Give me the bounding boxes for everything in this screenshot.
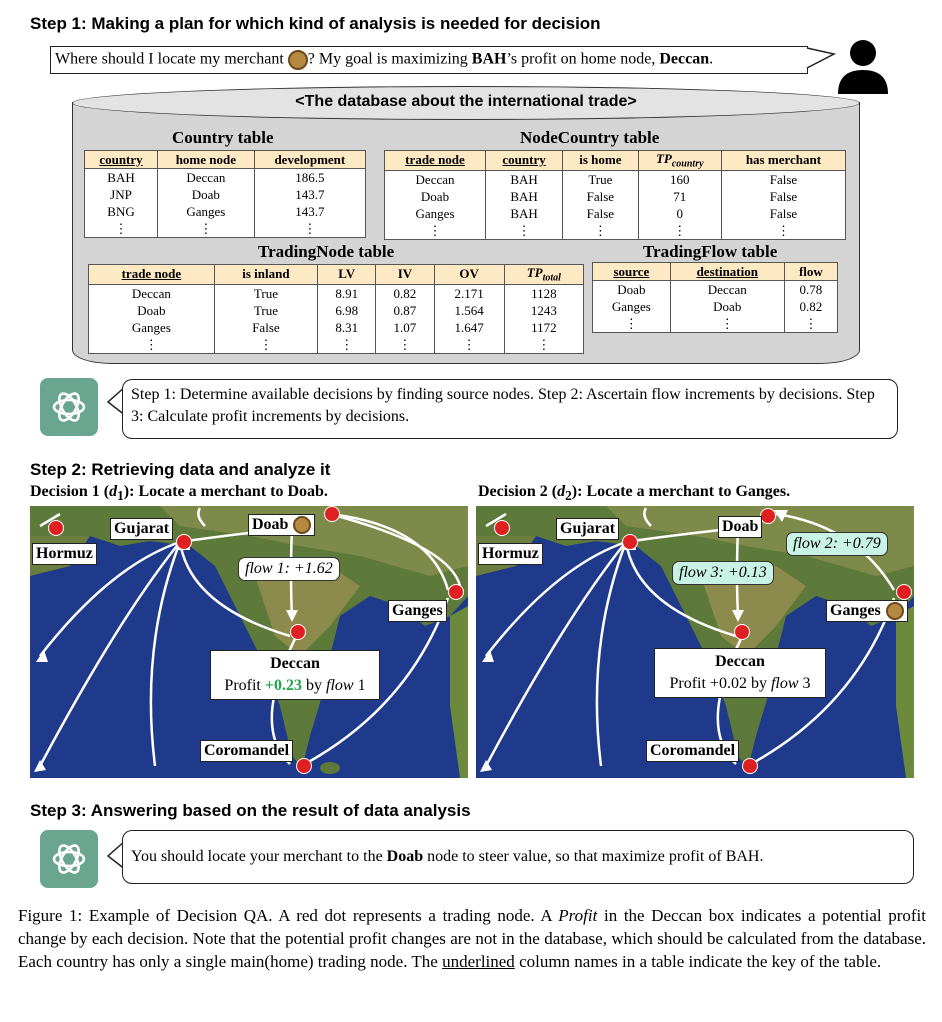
cell: ⋮ bbox=[385, 222, 486, 240]
decision2-heading-post: ): Locate a merchant to Ganges. bbox=[571, 483, 791, 500]
table-row bbox=[89, 319, 584, 336]
tp-sub-label: total bbox=[542, 272, 561, 284]
tp-label: TP bbox=[655, 151, 672, 166]
map1-label-coromandel: Coromandel bbox=[200, 740, 293, 762]
cell: Doab bbox=[385, 188, 486, 205]
map1-label-doab bbox=[248, 514, 315, 536]
node-dot-coromandel bbox=[742, 758, 758, 774]
step3-title: Step 3: Answering based on the result of data analysis bbox=[30, 801, 471, 820]
cell: 1.564 bbox=[434, 302, 504, 319]
nodecountry-table-header: has merchant bbox=[721, 151, 845, 171]
cell: False bbox=[563, 205, 638, 222]
cell: 1243 bbox=[504, 302, 583, 319]
cell: False bbox=[721, 188, 845, 205]
node-dot-hormuz bbox=[494, 520, 510, 536]
cell: 0 bbox=[638, 205, 721, 222]
decision1-heading-post: ): Locate a merchant to Doab. bbox=[123, 483, 328, 500]
cell: True bbox=[563, 170, 638, 188]
cell: 143.7 bbox=[254, 203, 365, 220]
table-row bbox=[385, 188, 846, 205]
cell: ⋮ bbox=[85, 220, 158, 238]
cell: 71 bbox=[638, 188, 721, 205]
map1-label-doab-text: Doab bbox=[252, 516, 289, 533]
node-dot-ganges bbox=[448, 584, 464, 600]
map2-label-ganges-text: Ganges bbox=[830, 602, 881, 619]
cell: Deccan bbox=[670, 281, 784, 299]
tradingnode-table-header: trade node bbox=[89, 265, 215, 285]
map1-label-gujarat: Gujarat bbox=[110, 518, 173, 540]
cell: Ganges bbox=[89, 319, 215, 336]
cell: ⋮ bbox=[434, 336, 504, 354]
cell: ⋮ bbox=[158, 220, 255, 238]
nodecountry-table-header: is home bbox=[563, 151, 638, 171]
cell: 1.647 bbox=[434, 319, 504, 336]
node-dot-gujarat bbox=[176, 534, 192, 550]
user-icon bbox=[836, 38, 890, 94]
map1-profit-pre: Profit bbox=[224, 677, 265, 694]
table-row bbox=[85, 186, 366, 203]
map1-profit-by: by bbox=[302, 677, 326, 694]
user-question bbox=[50, 46, 808, 74]
figure-caption bbox=[18, 904, 926, 973]
table-row bbox=[593, 281, 838, 299]
table-row bbox=[385, 170, 846, 188]
table-row bbox=[385, 222, 846, 240]
cell: 1.07 bbox=[376, 319, 434, 336]
cell: ⋮ bbox=[784, 315, 837, 333]
table-row bbox=[89, 336, 584, 354]
cell: JNP bbox=[85, 186, 158, 203]
cell: ⋮ bbox=[376, 336, 434, 354]
tp-sub-label: country bbox=[671, 158, 704, 170]
cell: BAH bbox=[486, 205, 563, 222]
cell: ⋮ bbox=[563, 222, 638, 240]
cell: BNG bbox=[85, 203, 158, 220]
decision2-heading-pre: Decision 2 ( bbox=[478, 483, 558, 500]
decision1-heading-pre: Decision 1 ( bbox=[30, 483, 110, 500]
country-table-caption: Country table bbox=[172, 128, 274, 147]
map2-label-doab: Doab bbox=[718, 516, 762, 538]
map1-flow1-label: flow 1: +1.62 bbox=[238, 557, 340, 581]
map1-label-hormuz: Hormuz bbox=[32, 543, 97, 565]
country-table bbox=[84, 150, 366, 238]
map2-profit-flow: flow bbox=[770, 675, 799, 692]
decision2-var: d bbox=[557, 483, 566, 500]
decision2-sub: 2 bbox=[565, 488, 572, 504]
node-dot-coromandel bbox=[296, 758, 312, 774]
step1-title: Step 1: Making a plan for which kind of analysis is needed for decision bbox=[30, 14, 601, 33]
table-row bbox=[593, 315, 838, 333]
cell: ⋮ bbox=[638, 222, 721, 240]
map2-flow2-label: flow 2: +0.79 bbox=[786, 532, 888, 556]
node-dot-ganges bbox=[896, 584, 912, 600]
cell: False bbox=[721, 170, 845, 188]
merchant-icon bbox=[886, 602, 904, 620]
tradingnode-table-caption: TradingNode table bbox=[258, 242, 395, 261]
answer-bold: Doab bbox=[386, 848, 424, 865]
decision2-heading bbox=[478, 483, 790, 504]
node-dot-deccan bbox=[734, 624, 750, 640]
cell: Ganges bbox=[593, 298, 671, 315]
answer-bubble bbox=[122, 830, 914, 884]
cell: Deccan bbox=[89, 284, 215, 302]
cell: False bbox=[214, 319, 317, 336]
cell: 0.82 bbox=[376, 284, 434, 302]
cell: 0.87 bbox=[376, 302, 434, 319]
nodecountry-table-caption: NodeCountry table bbox=[520, 128, 660, 147]
cell: 1128 bbox=[504, 284, 583, 302]
cell: BAH bbox=[486, 170, 563, 188]
cell: ⋮ bbox=[89, 336, 215, 354]
cell: True bbox=[214, 302, 317, 319]
question-pre: Where should I locate my merchant bbox=[55, 50, 284, 68]
nodecountry-table-header: country bbox=[486, 151, 563, 171]
cell: ⋮ bbox=[504, 336, 583, 354]
cell: 186.5 bbox=[254, 169, 365, 187]
decision1-var: d bbox=[109, 483, 118, 500]
cell: False bbox=[563, 188, 638, 205]
nodecountry-table bbox=[384, 150, 846, 240]
cell: 0.78 bbox=[784, 281, 837, 299]
caption-part3: column names in a table indicate the key of the table. bbox=[514, 952, 882, 971]
merchant-icon bbox=[293, 516, 311, 534]
cell: False bbox=[721, 205, 845, 222]
map2-label-ganges bbox=[826, 600, 908, 622]
question-bah: BAH bbox=[471, 50, 507, 68]
cell: ⋮ bbox=[486, 222, 563, 240]
cell: ⋮ bbox=[721, 222, 845, 240]
cell: 8.31 bbox=[318, 319, 376, 336]
cell: BAH bbox=[486, 188, 563, 205]
tradingnode-table-header: LV bbox=[318, 265, 376, 285]
tradingflow-table bbox=[592, 262, 838, 333]
chatgpt-logo-icon bbox=[40, 830, 98, 888]
tradingnode-table-header: IV bbox=[376, 265, 434, 285]
cell: 6.98 bbox=[318, 302, 376, 319]
map1-profit-flow: flow bbox=[326, 677, 354, 694]
node-dot-doab bbox=[324, 506, 340, 522]
answer-post: node to steer value, so that maximize profit of BAH. bbox=[423, 848, 764, 865]
map2-profit-line bbox=[659, 673, 821, 695]
cell: 8.91 bbox=[318, 284, 376, 302]
map2-profit-pre: Profit +0.02 by bbox=[669, 675, 771, 692]
tradingnode-table-header: OV bbox=[434, 265, 504, 285]
cell: ⋮ bbox=[214, 336, 317, 354]
cell: Ganges bbox=[385, 205, 486, 222]
map1-profit-value: +0.23 bbox=[264, 677, 302, 694]
table-row bbox=[593, 298, 838, 315]
answer-pre: You should locate your merchant to the bbox=[131, 848, 387, 865]
table-row bbox=[89, 302, 584, 319]
tradingflow-table-header: destination bbox=[670, 263, 784, 281]
caption-part2: in the Deccan box indicates a potential profit change by each decision. Note that the potential profit changes are not in the database, which should be calculated from the database. Each country has only a single main(home) trading node. The bbox=[18, 906, 927, 971]
map1-profit-num: 1 bbox=[353, 677, 366, 694]
cell: 143.7 bbox=[254, 186, 365, 203]
database-title: <The database about the international trade> bbox=[295, 93, 637, 110]
node-dot-hormuz bbox=[48, 520, 64, 536]
map2-profit-num: 3 bbox=[798, 675, 811, 692]
map2-label-hormuz: Hormuz bbox=[478, 543, 543, 565]
map1-profit-box bbox=[210, 650, 380, 700]
cell: 1172 bbox=[504, 319, 583, 336]
caption-underlined: underlined bbox=[442, 952, 515, 971]
map1-profit-title: Deccan bbox=[270, 655, 320, 672]
question-end: . bbox=[709, 50, 714, 68]
decision1-map bbox=[30, 506, 468, 778]
cell: ⋮ bbox=[318, 336, 376, 354]
table-row bbox=[385, 205, 846, 222]
question-post: ’s profit on home node, bbox=[506, 50, 660, 68]
map1-label-ganges: Ganges bbox=[388, 600, 447, 622]
nodecountry-table-header: trade node bbox=[385, 151, 486, 171]
tradingnode-table-header: is inland bbox=[214, 265, 317, 285]
cell: 160 bbox=[638, 170, 721, 188]
speech-tail-icon bbox=[804, 44, 840, 80]
cell: Doab bbox=[593, 281, 671, 299]
cell: Doab bbox=[89, 302, 215, 319]
decision2-map bbox=[476, 506, 914, 778]
table-row bbox=[85, 169, 366, 187]
cell: True bbox=[214, 284, 317, 302]
plan-bubble: Step 1: Determine available decisions by finding source nodes. Step 2: Ascertain flow increments by decisions. Step 3: Calculate profit increments by decisions. bbox=[122, 379, 898, 439]
decision1-heading bbox=[30, 483, 328, 504]
country-table-header: country bbox=[85, 151, 158, 169]
nodecountry-table-header bbox=[638, 151, 721, 171]
map2-profit-title: Deccan bbox=[715, 653, 765, 670]
cell: Deccan bbox=[385, 170, 486, 188]
chatgpt-logo-icon bbox=[40, 378, 98, 436]
table-row bbox=[89, 284, 584, 302]
map2-label-gujarat: Gujarat bbox=[556, 518, 619, 540]
tradingnode-table-header bbox=[504, 265, 583, 285]
question-deccan: Deccan bbox=[659, 50, 710, 68]
tradingflow-table-header: flow bbox=[784, 263, 837, 281]
step2-title: Step 2: Retrieving data and analyze it bbox=[30, 460, 331, 479]
merchant-icon bbox=[288, 50, 308, 70]
map2-profit-box bbox=[654, 648, 826, 698]
table-row bbox=[85, 203, 366, 220]
cell: ⋮ bbox=[254, 220, 365, 238]
caption-profit: Profit bbox=[558, 906, 598, 925]
map1-profit-line bbox=[215, 675, 375, 697]
tradingflow-table-caption: TradingFlow table bbox=[643, 242, 778, 261]
decision1-sub: 1 bbox=[117, 488, 124, 504]
tradingnode-table bbox=[88, 264, 584, 354]
country-table-header: home node bbox=[158, 151, 255, 169]
cell: ⋮ bbox=[670, 315, 784, 333]
node-dot-deccan bbox=[290, 624, 306, 640]
question-mid: ? My goal is maximizing bbox=[307, 50, 472, 68]
cell: BAH bbox=[85, 169, 158, 187]
map2-label-coromandel: Coromandel bbox=[646, 740, 739, 762]
tradingflow-table-header: source bbox=[593, 263, 671, 281]
caption-part1: Figure 1: Example of Decision QA. A red dot represents a trading node. A bbox=[18, 906, 559, 925]
table-row bbox=[85, 220, 366, 238]
tp-label: TP bbox=[526, 265, 543, 280]
node-dot-gujarat bbox=[622, 534, 638, 550]
cell: Doab bbox=[158, 186, 255, 203]
cell: ⋮ bbox=[593, 315, 671, 333]
cell: Deccan bbox=[158, 169, 255, 187]
cell: Doab bbox=[670, 298, 784, 315]
cell: 0.82 bbox=[784, 298, 837, 315]
cell: Ganges bbox=[158, 203, 255, 220]
country-table-header: development bbox=[254, 151, 365, 169]
map2-flow3-label: flow 3: +0.13 bbox=[672, 561, 774, 585]
cell: 2.171 bbox=[434, 284, 504, 302]
